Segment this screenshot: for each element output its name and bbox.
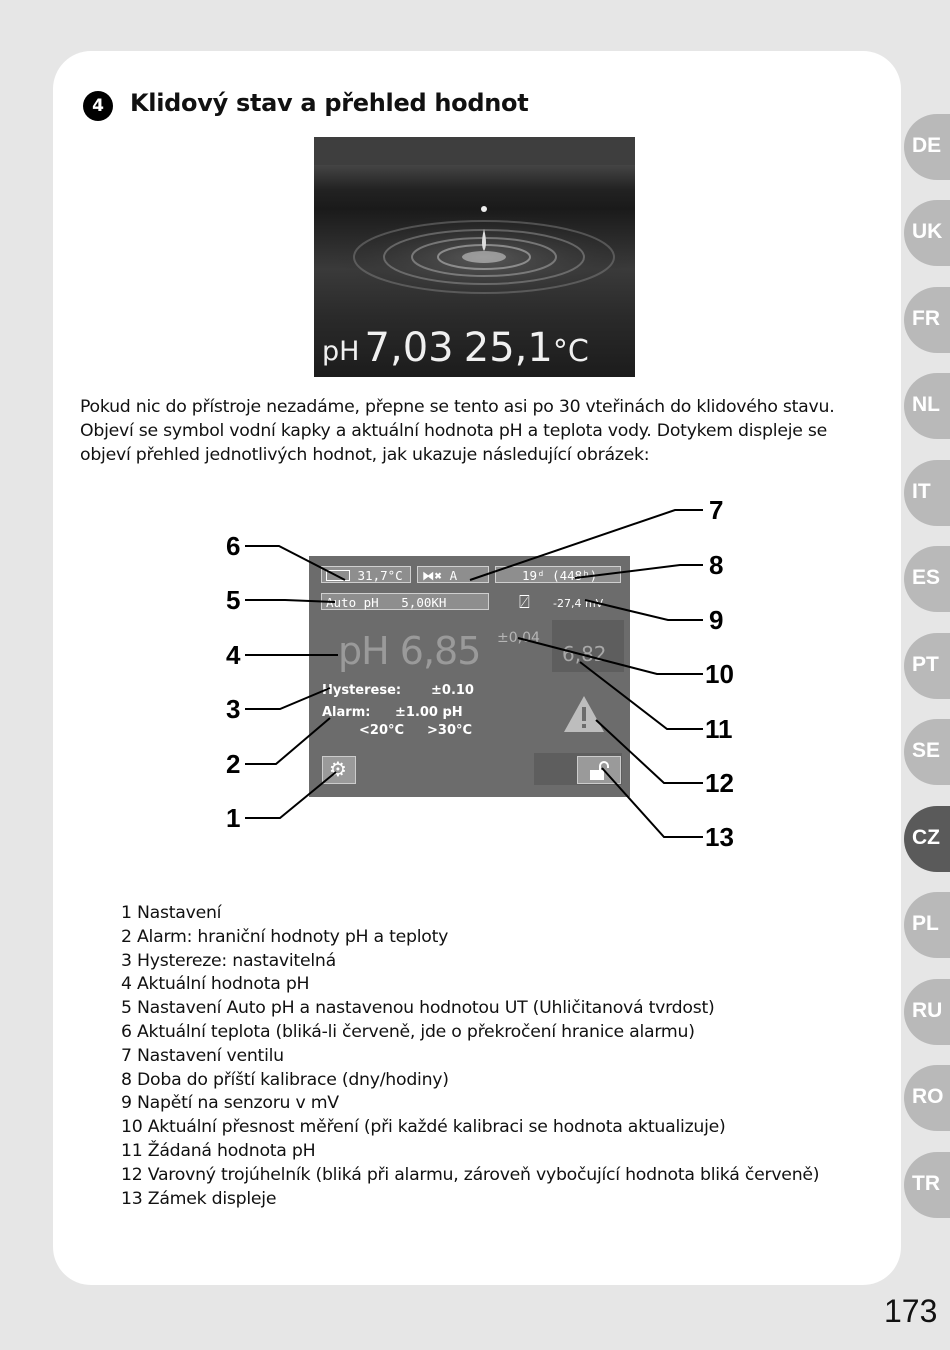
callout-11: 11 xyxy=(705,714,733,744)
legend-item: 11 Žádaná hodnota pH xyxy=(121,1140,316,1161)
legend-item: 8 Doba do příští kalibrace (dny/hodiny) xyxy=(121,1069,449,1090)
language-tab-pl[interactable]: PL xyxy=(904,892,950,958)
leader-line-3 xyxy=(245,688,330,709)
sensor-voltage: -27,4 mV xyxy=(553,597,604,610)
legend-item: 1 Nastavení xyxy=(121,903,222,923)
callout-1: 1 xyxy=(226,803,241,833)
leader-line-6 xyxy=(245,546,345,580)
language-tab-it[interactable]: IT xyxy=(904,460,950,526)
legend-item: 6 Aktuální teplota (bliká-li červeně, jde o překročení hranice alarmu) xyxy=(121,1021,695,1042)
legend-item: 3 Hystereze: nastavitelná xyxy=(121,950,336,971)
hysteresis-label: Hysterese: xyxy=(322,683,402,698)
legend-item: 4 Aktuální hodnota pH xyxy=(121,974,310,995)
language-tab-de[interactable]: DE xyxy=(904,114,950,180)
sensor-icon: ⍁ xyxy=(519,592,530,613)
target-ph: 6,82 xyxy=(562,642,607,666)
valve-mode: A xyxy=(449,568,458,583)
legend-item: 9 Napětí na senzoru v mV xyxy=(121,1093,339,1114)
intro-line: Objeví se symbol vodní kapky a aktuální hodnota pH a teplota vody. Dotykem displeje se xyxy=(80,420,828,441)
callout-2: 2 xyxy=(226,749,241,779)
callout-5: 5 xyxy=(226,585,241,615)
callout-9: 9 xyxy=(709,605,724,635)
callout-6: 6 xyxy=(226,531,241,561)
language-tab-uk[interactable]: UK xyxy=(904,200,950,266)
alarm-temp-low: <20°C xyxy=(359,723,405,738)
legend-item: 7 Nastavení ventilu xyxy=(121,1045,284,1066)
callout-13: 13 xyxy=(705,822,734,852)
language-tab-tr[interactable]: TR xyxy=(904,1152,950,1218)
leader-line-2 xyxy=(245,718,330,764)
intro-line: objeví přehled jednotlivých hodnot, jak ukazuje následující obrázek: xyxy=(80,444,650,465)
alarm-ph-range: ±1.00 pH xyxy=(395,705,463,720)
leader-line-1 xyxy=(245,772,336,818)
language-tab-fr[interactable]: FR xyxy=(904,287,950,353)
language-tab-ru[interactable]: RU xyxy=(904,979,950,1045)
current-ph: pH 6,85 xyxy=(338,629,481,673)
leader-line-13 xyxy=(602,768,703,837)
calibration-countdown: 19ᵈ (448ʰ) xyxy=(522,568,598,583)
language-tab-cz[interactable]: CZ xyxy=(904,806,950,872)
leader-line-9 xyxy=(585,600,703,620)
legend-item: 12 Varovný trojúhelník (bliká při alarmu, zároveň vybočující hodnota bliká červeně) xyxy=(121,1164,820,1185)
leader-line-11 xyxy=(580,662,703,729)
legend-item: 13 Zámek displeje xyxy=(121,1188,277,1209)
callout-7: 7 xyxy=(709,495,724,525)
leader-line-5 xyxy=(245,600,335,602)
mode-label: Auto pH xyxy=(326,595,379,610)
language-tab-nl[interactable]: NL xyxy=(904,373,950,439)
ph-label: pH xyxy=(322,336,360,367)
leader-line-8 xyxy=(575,565,703,578)
callout-4: 4 xyxy=(226,640,241,670)
alarm-label: Alarm: xyxy=(322,705,371,720)
language-tab-se[interactable]: SE xyxy=(904,719,950,785)
alarm-temp-high: >30°C xyxy=(427,723,473,738)
callout-10: 10 xyxy=(705,659,734,689)
kh-value: 5,00KH xyxy=(401,595,447,610)
temperature-unit: °C xyxy=(552,334,589,369)
legend-item: 5 Nastavení Auto pH a nastavenou hodnotou UT (Uhličitanová tvrdost) xyxy=(121,998,715,1019)
legend-list xyxy=(121,902,819,1211)
language-tab-es[interactable]: ES xyxy=(904,546,950,612)
temperature-value: 25,1 xyxy=(463,325,553,371)
legend-item: 10 Aktuální přesnost měření (při každé kalibraci se hodnota aktualizuje) xyxy=(121,1117,726,1138)
valve-icon: ⧓✖ xyxy=(422,568,443,583)
language-tab-ro[interactable]: RO xyxy=(904,1065,950,1131)
callout-8: 8 xyxy=(709,550,724,580)
leader-line-10 xyxy=(518,638,703,674)
step-number-badge: 4 xyxy=(83,91,113,121)
gear-icon: ⚙ xyxy=(329,757,347,781)
callout-12: 12 xyxy=(705,768,734,798)
leader-line-7 xyxy=(470,510,703,580)
intro-line: Pokud nic do přístroje nezadáme, přepne se tento asi po 30 vteřinách do klidového stavu. xyxy=(80,397,835,417)
temperature-reading: 31,7°C xyxy=(357,568,403,583)
callout-3: 3 xyxy=(226,694,241,724)
page-number: 173 xyxy=(884,1293,938,1329)
legend-item: 2 Alarm: hraniční hodnoty pH a teploty xyxy=(121,926,449,947)
ph-value: 7,03 xyxy=(364,325,454,371)
hysteresis-value: ±0.10 xyxy=(431,683,474,698)
measurement-accuracy: ±0,04 xyxy=(497,630,540,646)
section-title: Klidový stav a přehled hodnot xyxy=(130,89,529,117)
language-tab-pt[interactable]: PT xyxy=(904,633,950,699)
